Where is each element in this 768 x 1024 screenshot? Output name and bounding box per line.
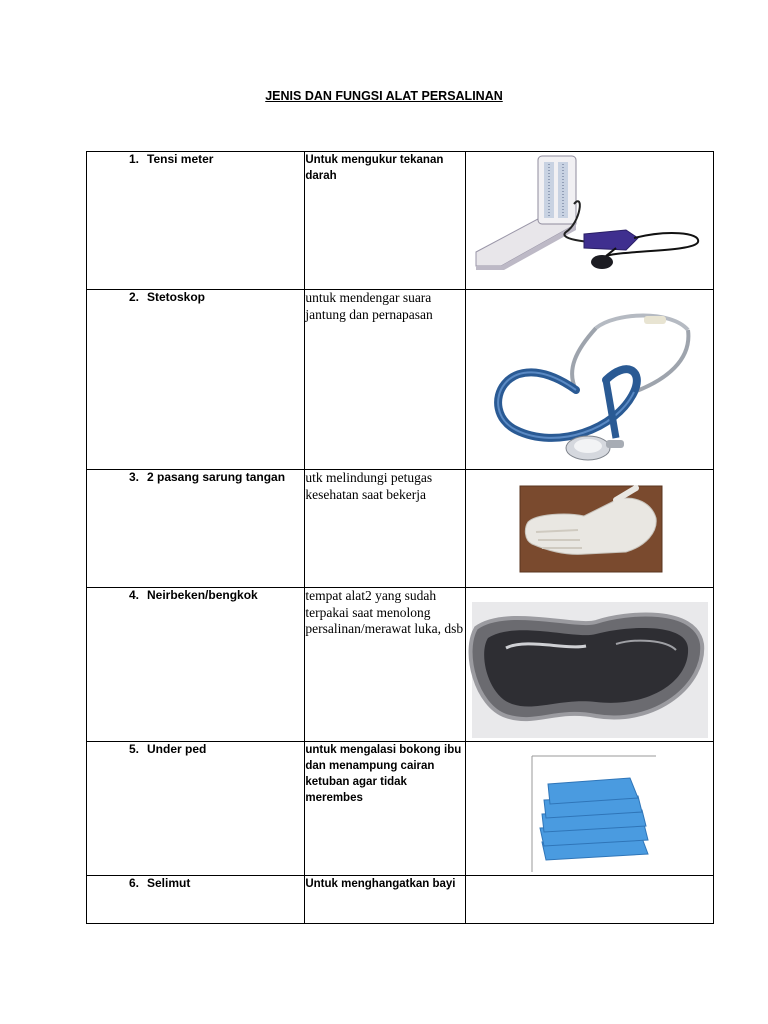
instrument-table [86,151,714,924]
item-number: 2. [128,290,139,304]
kidney-dish-image [466,588,712,740]
table-row [87,876,714,924]
item-image-cell [465,290,713,470]
item-function: Untuk mengukur tekanan darah [305,152,465,290]
item-function: untuk mengalasi bokong ibu dan menampung cairan ketuban agar tidak merembes [305,742,465,876]
item-number: 6. [128,876,139,890]
sphygmomanometer-image [466,152,712,288]
item-name-cell [87,876,305,924]
table-row [87,152,714,290]
item-image-cell [465,876,713,924]
table-row [87,742,714,876]
item-function: utk melindungi petugas kesehatan saat bekerja [305,470,465,588]
document-title: JENIS DAN FUNGSI ALAT PERSALINAN [265,89,503,103]
item-number: 4. [128,588,139,602]
gloves-image [466,470,712,586]
item-image-cell [465,588,713,742]
table-row [87,470,714,588]
item-function: Untuk menghangatkan bayi [305,876,465,924]
item-function: tempat alat2 yang sudah terpakai saat menolong persalinan/merawat luka, dsb [305,588,465,742]
item-number: 5. [128,742,139,756]
item-name-cell [87,290,305,470]
item-name: Neirbeken/bengkok [147,588,258,602]
item-name: 2 pasang sarung tangan [147,470,286,484]
item-image-cell [465,742,713,876]
item-number: 3. [128,470,139,484]
item-name-cell [87,588,305,742]
table-row [87,588,714,742]
item-image-cell [465,152,713,290]
item-function: untuk mendengar suara jantung dan pernapasan [305,290,465,470]
stethoscope-image [466,290,712,468]
table-row [87,290,714,470]
item-name-cell [87,742,305,876]
item-name: Stetoskop [147,290,206,304]
item-image-cell [465,470,713,588]
underpad-stack-image [466,742,712,874]
item-name: Under ped [147,742,207,756]
item-name-cell [87,470,305,588]
item-name-cell [87,152,305,290]
item-name: Selimut [147,876,191,890]
item-name: Tensi meter [147,152,214,166]
item-number: 1. [128,152,139,166]
